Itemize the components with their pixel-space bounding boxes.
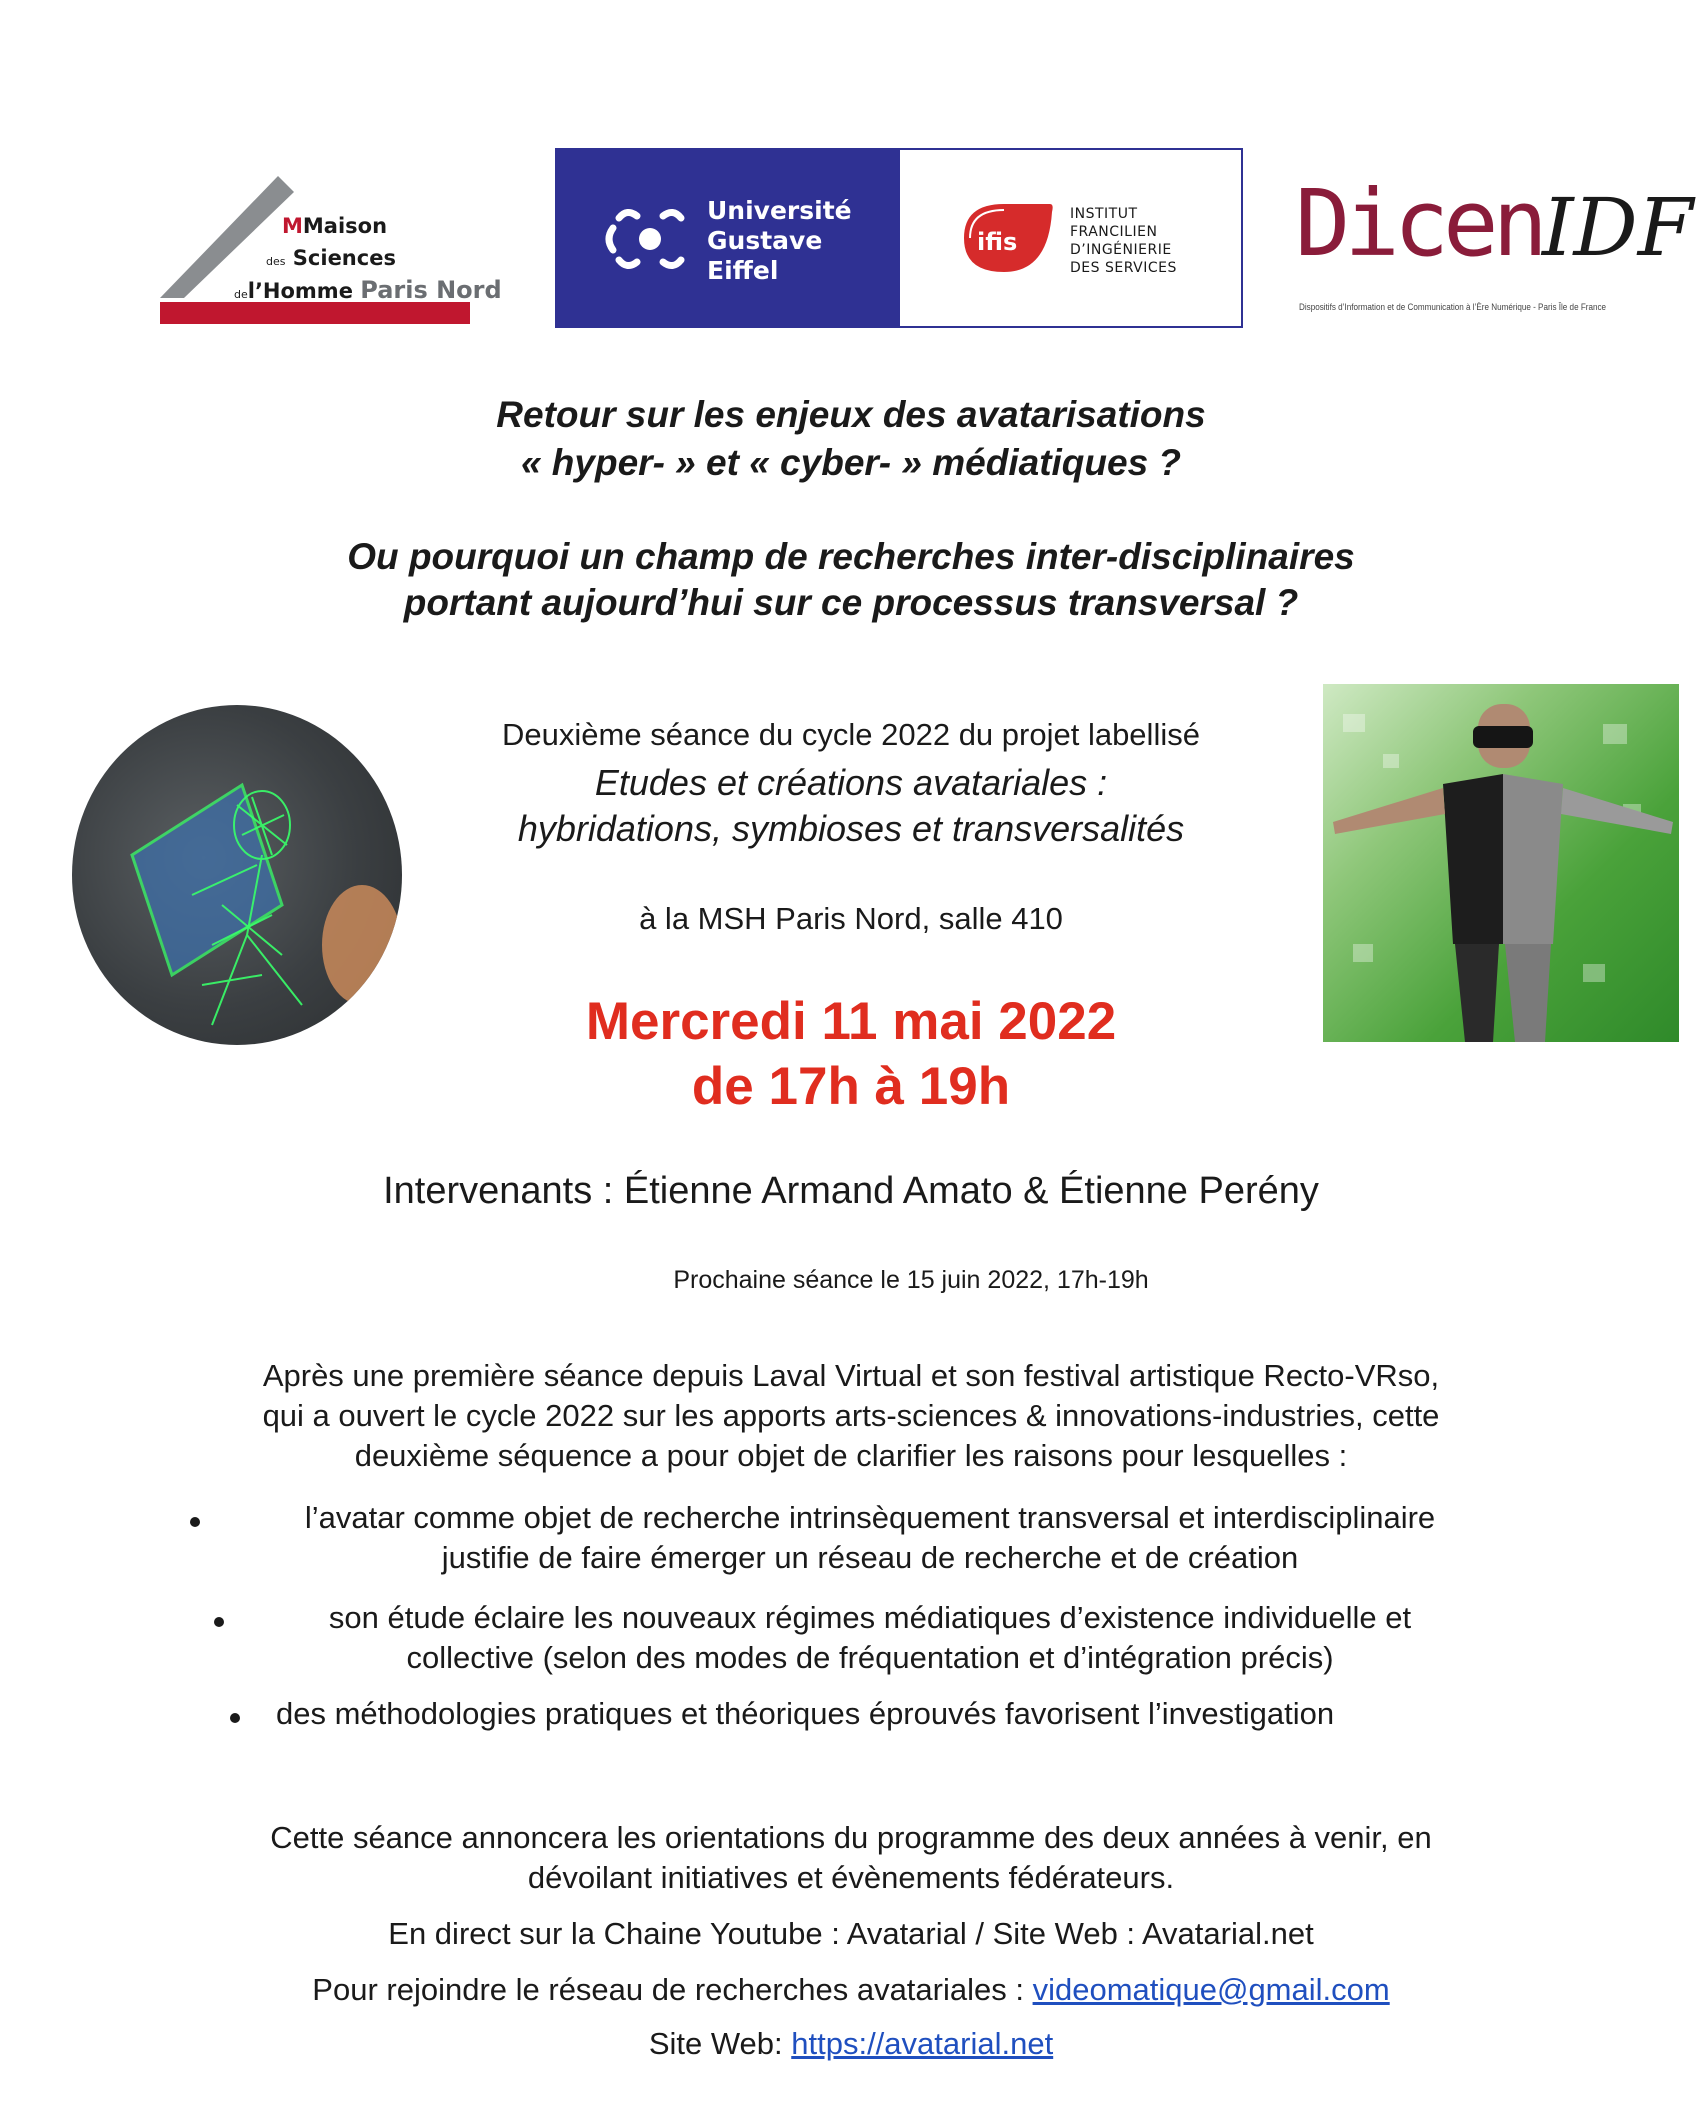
session-date: Mercredi 11 mai 2022 (585, 992, 1117, 1051)
session-intro: Deuxième séance du cycle 2022 du projet labellisé (502, 717, 1200, 752)
ifis-line1: INSTITUT (1070, 206, 1138, 222)
heading-line4: portant aujourd’hui sur ce processus transversal ? (403, 582, 1299, 623)
uge-line3: Eiffel (707, 256, 779, 285)
para1-line1: Après une première séance depuis Laval Virtual et son festival artistique Recto-VRso, (262, 1358, 1440, 1393)
para1-line3: deuxième séquence a pour objet de clarifier les raisons pour lesquelles : (354, 1438, 1348, 1473)
msh-line2-small: des (266, 255, 286, 268)
site-prefix: Site Web: (648, 2026, 792, 2061)
heading-line1: Retour sur les enjeux des avatarisations (496, 394, 1206, 435)
bullet-dot-1 (190, 1517, 200, 1527)
speakers: Intervenants : Étienne Armand Amato & Étienne Perény (383, 1170, 1319, 1212)
site-web-line (140, 2024, 1562, 2064)
live-stream-line: En direct sur la Chaine Youtube : Avatarial / Site Web : Avatarial.net (388, 1916, 1314, 1951)
dicen-idf-logo (1295, 170, 1694, 320)
session-time: de 17h à 19h (691, 1057, 1011, 1116)
msh-line1-initial: M (282, 214, 303, 238)
bullet-1-line1: l’avatar comme objet de recherche intrinsèquement transversal et interdisciplinaire (304, 1500, 1436, 1535)
para2-line1: Cette séance annoncera les orientations du programme des deux années à venir, en (270, 1820, 1432, 1855)
ifis-line3: D’INGÉNIERIE (1070, 242, 1172, 258)
bullet-dot-3 (230, 1713, 240, 1723)
dicen-tagline: Dispositifs d’Information et de Communication à l’Ère Numérique - Paris Île de France (1299, 302, 1607, 312)
bullet-1-line2: justifie de faire émerger un réseau de recherche et de création (441, 1540, 1299, 1575)
dicen-suffix: IDF (1541, 181, 1694, 274)
bullet-2-line2: collective (selon des modes de fréquentation et d’intégration précis) (406, 1640, 1334, 1675)
heading-line2: « hyper- » et « cyber- » médiatiques ? (520, 442, 1182, 483)
join-network-line (140, 1970, 1562, 2010)
project-title-line2: hybridations, symbioses et transversalités (517, 808, 1185, 849)
bullet-3-line1: des méthodologies pratiques et théoriques éprouvés favorisent l’investigation (276, 1696, 1335, 1731)
msh-paris-nord-logo (160, 176, 502, 330)
ifis-line4: DES SERVICES (1070, 260, 1177, 276)
join-prefix: Pour rejoindre le réseau de recherches avatariales : (312, 1972, 1033, 2007)
para2-line2: dévoilant initiatives et évènements fédérateurs. (527, 1860, 1175, 1895)
para1-line2: qui a ouvert le cycle 2022 sur les apports arts-sciences & innovations-industries, cette (262, 1398, 1440, 1433)
project-title-line1: Etudes et créations avatariales : (594, 762, 1108, 803)
msh-line3-b: Paris Nord (360, 276, 502, 304)
site-link[interactable]: https://avatarial.net (791, 2026, 1054, 2061)
msh-line3-small: de (234, 288, 248, 301)
msh-line3: l’Homme (247, 279, 353, 303)
uge-emblem-icon (605, 194, 695, 284)
bullet-2-line1: son étude éclaire les nouveaux régimes médiatiques d’existence individuelle et (328, 1600, 1412, 1635)
uge-ifis-logo (555, 148, 1243, 328)
uge-panel (557, 150, 900, 326)
next-session: Prochaine séance le 15 juin 2022, 17h-19h (673, 1266, 1149, 1294)
uge-line2: Gustave (707, 226, 823, 255)
msh-line1: Maison (302, 214, 388, 238)
email-link[interactable]: videomatique@gmail.com (1032, 1972, 1390, 2007)
msh-line2: Sciences (292, 246, 396, 270)
uge-line1: Université (707, 196, 852, 225)
bullet-dot-2 (214, 1617, 224, 1627)
ifis-badge-text: ifis (977, 228, 1018, 256)
dicen-word: Dicen (1295, 170, 1542, 277)
ifis-line2: FRANCILIEN (1070, 224, 1158, 240)
session-location: à la MSH Paris Nord, salle 410 (639, 901, 1063, 936)
heading-line3: Ou pourquoi un champ de recherches inter-disciplinaires (347, 536, 1355, 577)
